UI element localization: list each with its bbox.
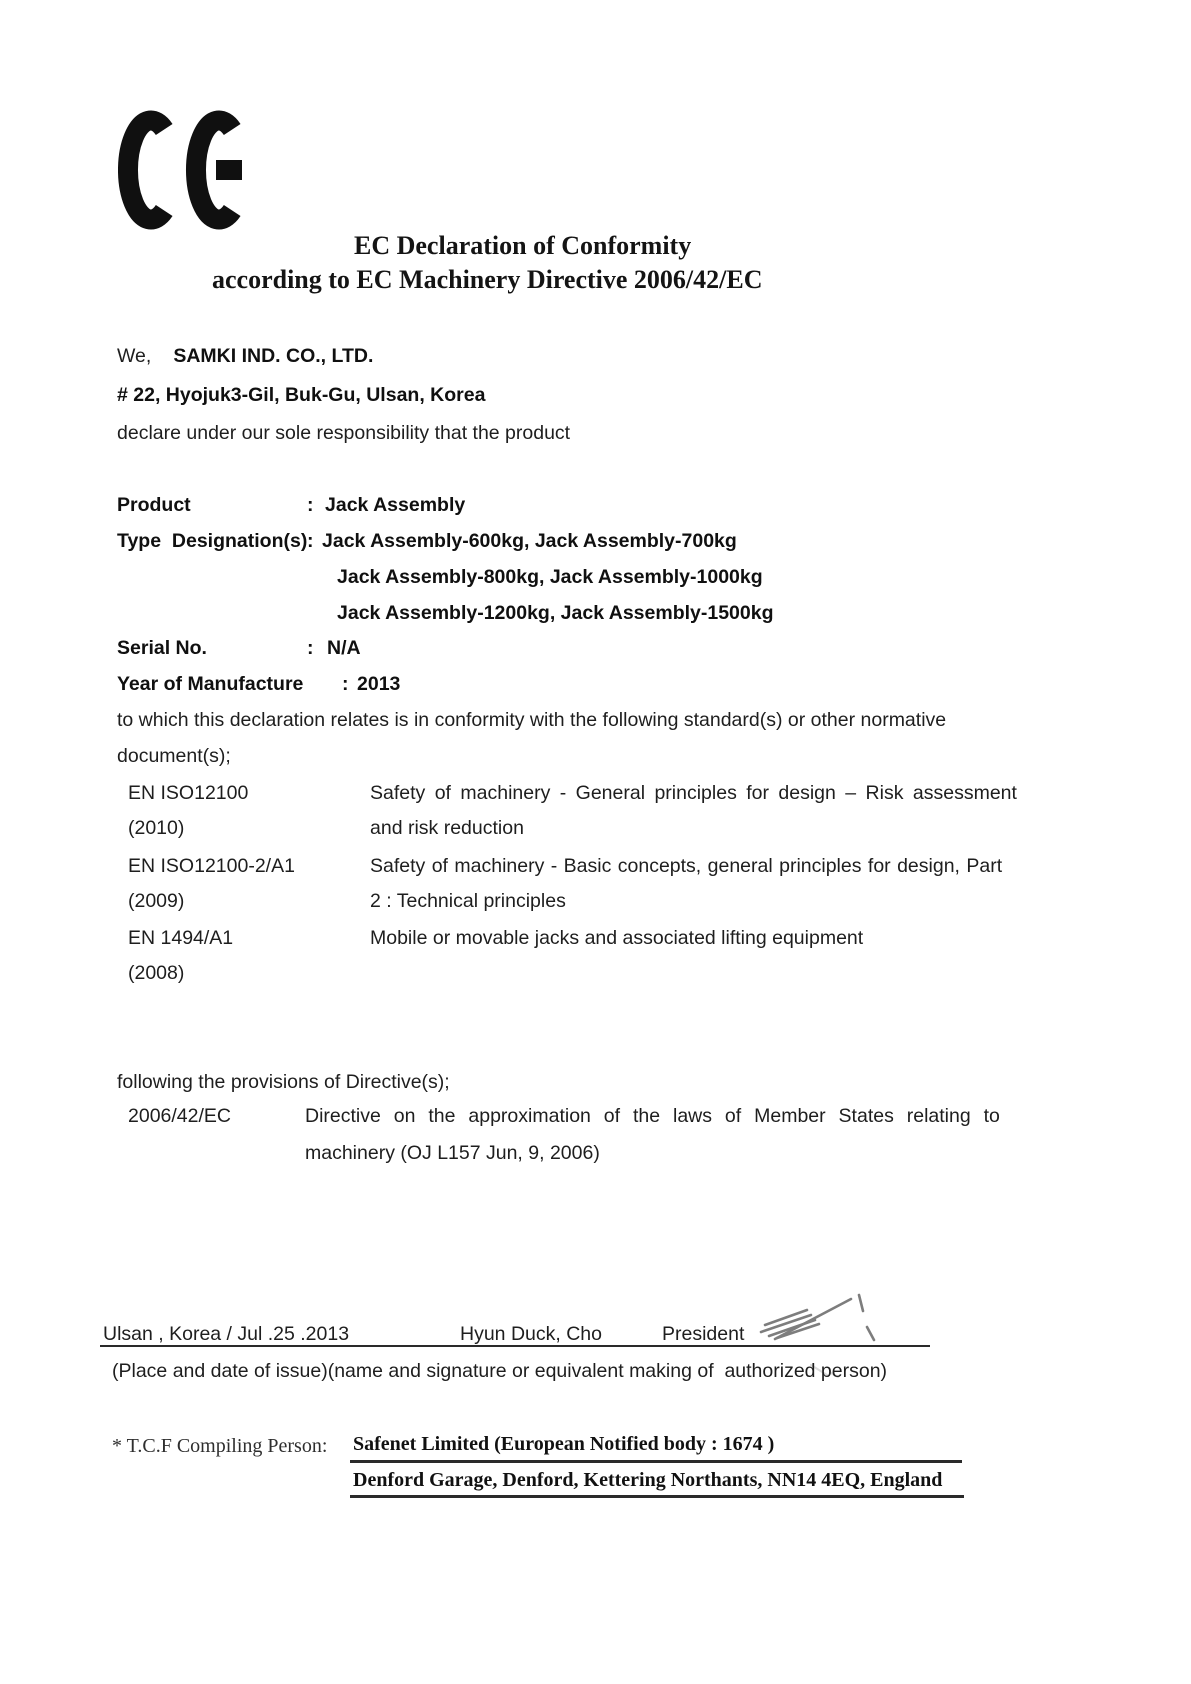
ce-mark-logo [118,110,246,230]
serial-no-label: Serial No. [117,637,207,659]
tcf-company-line: Safenet Limited (European Notified body : 1674 ) [353,1433,775,1455]
tcf-compiling-person-label: * T.C.F Compiling Person: [112,1435,328,1457]
we-prefix: We, [117,345,152,367]
standards-intro-line-2: document(s); [117,745,231,767]
standard-description: 2 : Technical principles [370,890,566,912]
serial-no-value: N/A [327,637,361,659]
signature-place-date: Ulsan , Korea / Jul .25 .2013 [103,1323,350,1345]
standard-year: (2010) [128,817,185,839]
directive-code: 2006/42/EC [128,1105,231,1127]
colon-separator: : [307,530,314,552]
company-address: # 22, Hyojuk3-Gil, Buk-Gu, Ulsan, Korea [117,384,486,406]
company-name: SAMKI IND. CO., LTD. [173,345,374,367]
type-designation-value-3: Jack Assembly-1200kg, Jack Assembly-1500kg [337,602,774,624]
signatory-name: Hyun Duck, Cho [460,1323,602,1345]
declaration-statement: declare under our sole responsibility that the product [117,422,571,444]
tcf-rule-1 [350,1460,962,1463]
colon-separator: : [307,494,314,516]
type-designation-label: Type Designation(s) [117,530,308,552]
directive-description-1: Directive on the approximation of the laws of Member States relating to [305,1105,1000,1127]
tcf-rule-2 [350,1495,964,1498]
product-value: Jack Assembly [325,494,466,516]
type-designation-value-2: Jack Assembly-800kg, Jack Assembly-1000kg [337,566,763,588]
directive-description-2: machinery (OJ L157 Jun, 9, 2006) [305,1142,600,1164]
standard-year: (2009) [128,890,185,912]
colon-separator: : [342,673,349,695]
standards-intro-line-1: to which this declaration relates is in conformity with the following standard(s) or other normative [117,709,947,731]
standard-description: Mobile or movable jacks and associated lifting equipment [370,927,864,949]
tcf-address-line: Denford Garage, Denford, Kettering Northants, NN14 4EQ, England [353,1469,943,1491]
product-label: Product [117,494,191,516]
type-designation-value-1: Jack Assembly-600kg, Jack Assembly-700kg [322,530,737,552]
colon-separator: : [307,637,314,659]
standard-description: and risk reduction [370,817,524,839]
year-of-manufacture-value: 2013 [357,673,401,695]
signatory-title: President [662,1323,745,1345]
standard-code: EN 1494/A1 [128,927,234,949]
directives-intro: following the provisions of Directive(s); [117,1071,450,1093]
company-line [117,344,373,368]
standard-year: (2008) [128,962,185,984]
signature-rule [100,1345,930,1347]
standard-description: Safety of machinery - Basic concepts, general principles for design, Part [370,855,1003,877]
document-subtitle: according to EC Machinery Directive 2006/42/EC [212,265,763,294]
standard-code: EN ISO12100 [128,782,249,804]
document-title: EC Declaration of Conformity [354,231,692,260]
year-of-manufacture-label: Year of Manufacture [117,673,304,695]
standard-code: EN ISO12100-2/A1 [128,855,295,877]
standard-description: Safety of machinery - General principles for design – Risk assessment [370,782,1017,804]
signature-caption: (Place and date of issue)(name and signature or equivalent making of authorized person) [112,1360,888,1382]
